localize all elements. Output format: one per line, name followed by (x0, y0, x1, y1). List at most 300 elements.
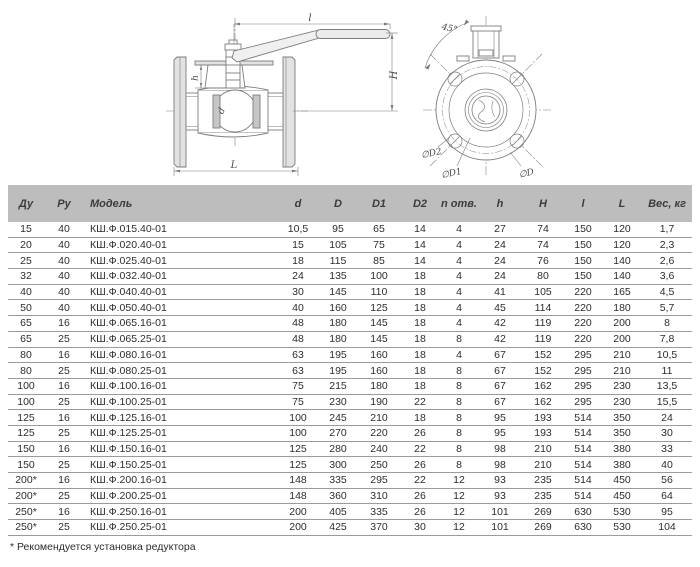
cell: КШ.Ф.150.16-01 (84, 441, 278, 457)
cell: 2,3 (642, 237, 692, 253)
cell: 150 (564, 222, 602, 237)
cell: 2,6 (642, 253, 692, 269)
cell: 295 (564, 363, 602, 379)
cell: 67 (478, 363, 522, 379)
spec-table-wrap (0, 185, 700, 536)
cell: 160 (358, 347, 400, 363)
table-row (8, 331, 692, 347)
handle-lever (232, 30, 319, 62)
cell: 18 (400, 410, 440, 426)
cell: 98 (478, 457, 522, 473)
cell: 162 (522, 394, 564, 410)
mounting-ear-right (503, 56, 515, 61)
cell: 300 (318, 457, 358, 473)
cell: 8 (440, 363, 478, 379)
cell: 100 (278, 425, 318, 441)
cell: 240 (358, 441, 400, 457)
cell: 40 (44, 222, 84, 237)
seat-ring-right (253, 95, 260, 128)
cell: КШ.Ф.125.25-01 (84, 425, 278, 441)
cell: 125 (8, 410, 44, 426)
cell: 125 (8, 425, 44, 441)
cell: 162 (522, 378, 564, 394)
cell: 18 (400, 316, 440, 332)
dim-label-D: ∅D (518, 167, 535, 181)
cell: КШ.Ф.015.40-01 (84, 222, 278, 237)
column-header: Модель (84, 185, 278, 222)
cell: 100 (278, 410, 318, 426)
table-row (8, 441, 692, 457)
cell: 12 (440, 488, 478, 504)
cell: 514 (564, 488, 602, 504)
table-row (8, 363, 692, 379)
cell: 148 (278, 488, 318, 504)
table-row (8, 410, 692, 426)
cell: 190 (358, 394, 400, 410)
cell: 18 (400, 378, 440, 394)
cell: 200 (278, 520, 318, 536)
cell: 195 (318, 347, 358, 363)
table-row (8, 269, 692, 285)
cell: 630 (564, 504, 602, 520)
header-row (8, 185, 692, 222)
cell: 26 (400, 457, 440, 473)
cell: 250 (358, 457, 400, 473)
cell: 18 (400, 300, 440, 316)
cell: 450 (602, 488, 642, 504)
cell: 210 (522, 441, 564, 457)
cell: 12 (440, 504, 478, 520)
cell: 12 (440, 473, 478, 489)
cell: 48 (278, 316, 318, 332)
cell: 16 (44, 347, 84, 363)
cell: 4 (440, 237, 478, 253)
cell: 14 (400, 253, 440, 269)
cell: 450 (602, 473, 642, 489)
cell: 16 (44, 473, 84, 489)
column-header: h (478, 185, 522, 222)
cell: 95 (478, 425, 522, 441)
cell: КШ.Ф.150.25-01 (84, 457, 278, 473)
cell: 15 (278, 237, 318, 253)
cell: 24 (642, 410, 692, 426)
cell: 8 (440, 425, 478, 441)
cell: 180 (602, 300, 642, 316)
table-row (8, 284, 692, 300)
cell: 115 (318, 253, 358, 269)
cell: 8 (440, 394, 478, 410)
cell: 119 (522, 331, 564, 347)
cell: 18 (400, 347, 440, 363)
cell: 26 (400, 488, 440, 504)
cell: 40 (44, 253, 84, 269)
cell: 93 (478, 488, 522, 504)
cell: 125 (358, 300, 400, 316)
spec-table-body (8, 222, 692, 535)
table-row (8, 488, 692, 504)
right-flange (283, 57, 295, 167)
cell: 140 (602, 269, 642, 285)
cell: 360 (318, 488, 358, 504)
cell: 310 (358, 488, 400, 504)
column-header: H (522, 185, 564, 222)
cell: 95 (318, 222, 358, 237)
cell: 235 (522, 473, 564, 489)
cell: 10,5 (642, 347, 692, 363)
column-header: D1 (358, 185, 400, 222)
cell: 40 (44, 300, 84, 316)
cell: 95 (478, 410, 522, 426)
cell: 101 (478, 504, 522, 520)
column-header: Ду (8, 185, 44, 222)
cell: 12 (440, 520, 478, 536)
table-row (8, 520, 692, 536)
cell: 150 (564, 253, 602, 269)
stem (225, 40, 241, 88)
cell: 33 (642, 441, 692, 457)
cell: КШ.Ф.040.40-01 (84, 284, 278, 300)
cell: 24 (478, 253, 522, 269)
cell: 269 (522, 520, 564, 536)
cell: 20 (8, 237, 44, 253)
cell: 220 (564, 300, 602, 316)
cell: 295 (564, 394, 602, 410)
angle-label: 45° (440, 22, 459, 36)
cell: 80 (522, 269, 564, 285)
cell: 16 (44, 410, 84, 426)
cell: 530 (602, 520, 642, 536)
cell: 67 (478, 347, 522, 363)
cell: 40 (44, 237, 84, 253)
cell: КШ.Ф.250.16-01 (84, 504, 278, 520)
dim-label-h: h (191, 75, 201, 81)
cell: 295 (564, 347, 602, 363)
cell: КШ.Ф.065.25-01 (84, 331, 278, 347)
cell: 295 (358, 473, 400, 489)
table-row (8, 300, 692, 316)
cell: 245 (318, 410, 358, 426)
cell: 75 (278, 378, 318, 394)
column-header: D2 (400, 185, 440, 222)
cell: 18 (400, 331, 440, 347)
table-row (8, 394, 692, 410)
dim-label-d: d (216, 106, 228, 116)
cell: 514 (564, 473, 602, 489)
cell: 40 (642, 457, 692, 473)
cell: 15 (8, 222, 44, 237)
spec-table-header (8, 185, 692, 222)
cell: 125 (278, 441, 318, 457)
cell: КШ.Ф.100.16-01 (84, 378, 278, 394)
cell: 75 (278, 394, 318, 410)
cell: 93 (478, 473, 522, 489)
cell: 8 (440, 378, 478, 394)
cell: 215 (318, 378, 358, 394)
cell: 210 (522, 457, 564, 473)
cell: КШ.Ф.080.16-01 (84, 347, 278, 363)
column-header: d (278, 185, 318, 222)
footnote: * Рекомендуется установка редуктора (10, 541, 196, 553)
cell: 250* (8, 504, 44, 520)
cell: 67 (478, 394, 522, 410)
cell: 98 (478, 441, 522, 457)
cell: КШ.Ф.020.40-01 (84, 237, 278, 253)
cell: 25 (8, 253, 44, 269)
cell: 50 (8, 300, 44, 316)
table-row (8, 347, 692, 363)
cell: 40 (278, 300, 318, 316)
cell: 380 (602, 441, 642, 457)
cell: 145 (318, 284, 358, 300)
cell: 22 (400, 473, 440, 489)
cell: 26 (400, 504, 440, 520)
cell: 40 (8, 284, 44, 300)
cell: КШ.Ф.200.16-01 (84, 473, 278, 489)
table-row (8, 504, 692, 520)
cell: 80 (8, 347, 44, 363)
cell: 10,5 (278, 222, 318, 237)
cell: 30 (278, 284, 318, 300)
cell: 25 (44, 488, 84, 504)
cell: КШ.Ф.032.40-01 (84, 269, 278, 285)
table-row (8, 473, 692, 489)
cell: 48 (278, 331, 318, 347)
cell: 100 (358, 269, 400, 285)
cell: 200* (8, 473, 44, 489)
dim-label-L: L (230, 160, 238, 171)
cell: 18 (278, 253, 318, 269)
cell: 160 (358, 363, 400, 379)
cell: 16 (44, 504, 84, 520)
cell: 75 (358, 237, 400, 253)
cell: 4 (440, 284, 478, 300)
cell: 210 (358, 410, 400, 426)
cell: 65 (8, 331, 44, 347)
cell: 42 (478, 316, 522, 332)
cell: 180 (318, 316, 358, 332)
cell: 8 (440, 441, 478, 457)
cell: 100 (8, 394, 44, 410)
cell: КШ.Ф.100.25-01 (84, 394, 278, 410)
mounting-ear-left (457, 56, 469, 61)
cell: 119 (522, 316, 564, 332)
cell: 8 (642, 316, 692, 332)
cell: 350 (602, 425, 642, 441)
cell: 180 (358, 378, 400, 394)
cell: КШ.Ф.200.25-01 (84, 488, 278, 504)
stem-top (471, 26, 501, 58)
cell: 150 (8, 457, 44, 473)
cell: 4 (440, 347, 478, 363)
cell: 200 (602, 316, 642, 332)
cell: 25 (44, 363, 84, 379)
cell: 4 (440, 316, 478, 332)
table-row (8, 253, 692, 269)
cell: 95 (642, 504, 692, 520)
cell: 514 (564, 425, 602, 441)
cell: 120 (602, 222, 642, 237)
cell: 514 (564, 410, 602, 426)
dim-label-D2: ∅D2 (420, 146, 443, 162)
cell: КШ.Ф.125.16-01 (84, 410, 278, 426)
cell: 425 (318, 520, 358, 536)
cell: 150 (8, 441, 44, 457)
table-row (8, 378, 692, 394)
cell: 630 (564, 520, 602, 536)
cell: 135 (318, 269, 358, 285)
cell: 230 (602, 394, 642, 410)
cell: 405 (318, 504, 358, 520)
cell: 104 (642, 520, 692, 536)
cell: 13,5 (642, 378, 692, 394)
cell: 16 (44, 316, 84, 332)
cell: 120 (602, 237, 642, 253)
cell: 4 (440, 222, 478, 237)
cell: 101 (478, 520, 522, 536)
cell: 30 (400, 520, 440, 536)
cell: 41 (478, 284, 522, 300)
cell: 18 (400, 269, 440, 285)
cell: 220 (358, 425, 400, 441)
cell: 105 (522, 284, 564, 300)
cell: 152 (522, 347, 564, 363)
left-flange (174, 57, 186, 167)
cell: 27 (478, 222, 522, 237)
cell: 76 (522, 253, 564, 269)
cell: 25 (44, 331, 84, 347)
cell: 210 (602, 363, 642, 379)
cell: 8 (440, 331, 478, 347)
dim-label-D1: ∅D1 (440, 166, 463, 182)
dim-label-H: H (389, 70, 400, 80)
cell: 25 (44, 457, 84, 473)
column-header: n отв. (440, 185, 478, 222)
valve-side-section-drawing (158, 0, 408, 185)
column-header: l (564, 185, 602, 222)
table-row (8, 222, 692, 237)
cell: 5,7 (642, 300, 692, 316)
cell: 150 (564, 237, 602, 253)
cell: 200 (278, 504, 318, 520)
cell: КШ.Ф.065.16-01 (84, 316, 278, 332)
spec-table (8, 185, 692, 536)
cell: 45 (478, 300, 522, 316)
cell: 15,5 (642, 394, 692, 410)
cell: 250* (8, 520, 44, 536)
cell: 40 (44, 269, 84, 285)
cell: 200 (602, 331, 642, 347)
cell: 24 (478, 237, 522, 253)
cell: 370 (358, 520, 400, 536)
cell: 195 (318, 363, 358, 379)
cell: 280 (318, 441, 358, 457)
cell: 193 (522, 425, 564, 441)
cell: 16 (44, 378, 84, 394)
cell: 63 (278, 347, 318, 363)
cell: КШ.Ф.025.40-01 (84, 253, 278, 269)
cell: 4 (440, 269, 478, 285)
cell: 200* (8, 488, 44, 504)
cell: 24 (478, 269, 522, 285)
cell: 24 (278, 269, 318, 285)
cell: КШ.Ф.050.40-01 (84, 300, 278, 316)
valve-flange-front-drawing (405, 0, 615, 185)
cell: 8 (440, 410, 478, 426)
cell: 165 (602, 284, 642, 300)
cell: 235 (522, 488, 564, 504)
cell: 26 (400, 425, 440, 441)
cell: 4 (440, 300, 478, 316)
cell: 65 (358, 222, 400, 237)
cell: 42 (478, 331, 522, 347)
cell: 7,8 (642, 331, 692, 347)
cell: 8 (440, 457, 478, 473)
cell: 230 (602, 378, 642, 394)
table-row (8, 457, 692, 473)
cell: 514 (564, 457, 602, 473)
cell: 40 (44, 284, 84, 300)
cell: 18 (400, 284, 440, 300)
cell: 74 (522, 237, 564, 253)
cell: 25 (44, 425, 84, 441)
cell: 380 (602, 457, 642, 473)
column-header: Ру (44, 185, 84, 222)
cell: 22 (400, 441, 440, 457)
cell: 18 (400, 363, 440, 379)
cell: 335 (318, 473, 358, 489)
cell: 4 (440, 253, 478, 269)
cell: 350 (602, 410, 642, 426)
cell: 140 (602, 253, 642, 269)
cell: КШ.Ф.250.25-01 (84, 520, 278, 536)
cell: 16 (44, 441, 84, 457)
cell: 22 (400, 394, 440, 410)
cell: 180 (318, 331, 358, 347)
cell: 269 (522, 504, 564, 520)
cell: 100 (8, 378, 44, 394)
cell: 25 (44, 520, 84, 536)
cell: 160 (318, 300, 358, 316)
cell: 230 (318, 394, 358, 410)
cell: 4,5 (642, 284, 692, 300)
cell: 145 (358, 331, 400, 347)
cell: 514 (564, 441, 602, 457)
cell: 114 (522, 300, 564, 316)
cell: 63 (278, 363, 318, 379)
cell: 150 (564, 269, 602, 285)
cell: 148 (278, 473, 318, 489)
cell: 64 (642, 488, 692, 504)
cell: 1,7 (642, 222, 692, 237)
dim-H (293, 33, 398, 111)
cell: 14 (400, 237, 440, 253)
cell: 67 (478, 378, 522, 394)
cell: 530 (602, 504, 642, 520)
cell: 11 (642, 363, 692, 379)
table-row (8, 425, 692, 441)
cell: КШ.Ф.080.25-01 (84, 363, 278, 379)
cell: 80 (8, 363, 44, 379)
cell: 152 (522, 363, 564, 379)
cell: 220 (564, 284, 602, 300)
table-row (8, 316, 692, 332)
cell: 220 (564, 331, 602, 347)
column-header: Вес, кг (642, 185, 692, 222)
cell: 270 (318, 425, 358, 441)
cell: 193 (522, 410, 564, 426)
cell: 145 (358, 316, 400, 332)
cell: 110 (358, 284, 400, 300)
